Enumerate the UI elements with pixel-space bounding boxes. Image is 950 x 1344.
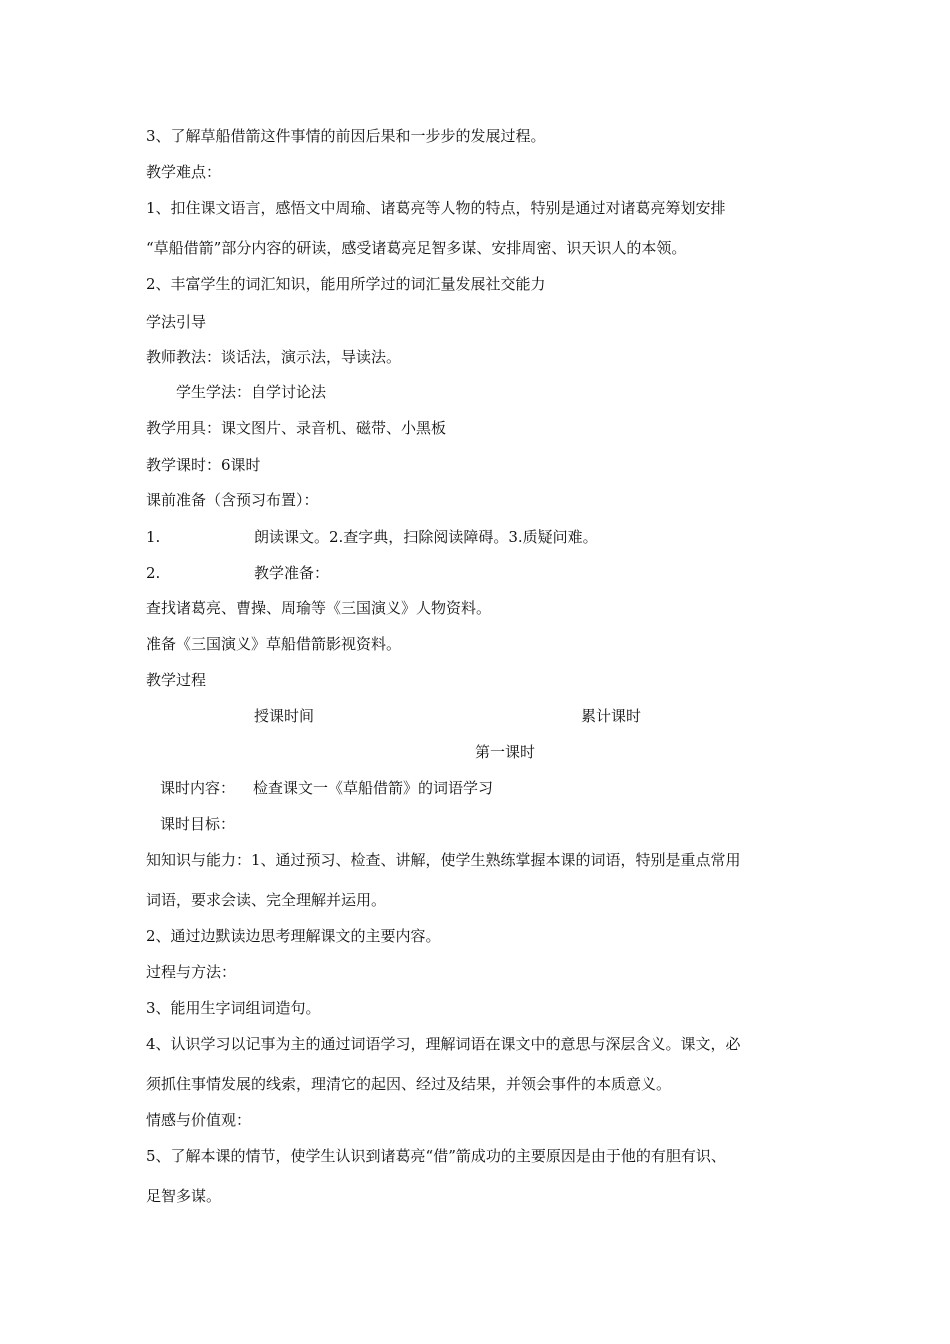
prep-item-1	[146, 527, 598, 547]
method-heading: 学法引导	[146, 313, 207, 331]
prep-item-1-number: 1.	[146, 528, 161, 546]
goal-4: 4、认识学习以记事为主的通过词语学习，理解词语在课文中的意思与深层含义。课文，必	[146, 1035, 741, 1053]
teaching-tools: 教学用具：课文图片、录音机、磁带、小黑板	[146, 419, 447, 437]
lesson-time-label: 授课时间	[254, 707, 315, 725]
prep-item-2	[146, 563, 329, 583]
goal-4-cont: 须抓住事情发展的线索，理清它的起因、经过及结果，并领会事件的本质意义。	[146, 1075, 672, 1093]
lesson-title	[0, 742, 950, 762]
difficulty-2: 2、丰富学生的词汇知识，能用所学过的词汇量发展社交能力	[146, 275, 546, 293]
process-method-heading: 过程与方法：	[146, 963, 237, 981]
lesson-content-label: 课时内容：	[160, 779, 236, 797]
cumulative-hours-label: 累计课时	[581, 707, 642, 725]
difficulty-1-cont: “草船借箭”部分内容的研读，感受诸葛亮足智多谋、安排周密、识天识人的本领。	[146, 239, 687, 257]
student-method: 学生学法：自学讨论法	[176, 383, 327, 401]
knowledge-ability: 知知识与能力：1、通过预习、检查、讲解，使学生熟练掌握本课的词语，特别是重点常用	[146, 851, 741, 869]
emotion-values-heading: 情感与价值观：	[146, 1111, 252, 1129]
objective-3: 3、了解草船借箭这件事情的前因后果和一步步的发展过程。	[146, 127, 546, 145]
prep-item-2-number: 2.	[146, 564, 161, 582]
goal-2: 2、通过边默读边思考理解课文的主要内容。	[146, 927, 441, 945]
prep-resources-2: 准备《三国演义》草船借箭影视资料。	[146, 635, 402, 653]
prep-resources-1: 查找诸葛亮、曹操、周瑜等《三国演义》人物资料。	[146, 599, 492, 617]
lesson-content	[160, 778, 493, 798]
difficulty-heading: 教学难点：	[146, 163, 222, 181]
knowledge-ability-cont: 词语，要求会读、完全理解并运用。	[146, 891, 387, 909]
prep-item-1-text: 朗读课文。2.查字典，扫除阅读障碍。3.质疑问难。	[254, 528, 598, 546]
goal-3: 3、能用生字词组词造句。	[146, 999, 321, 1017]
teacher-method: 教师教法：谈话法，演示法，导读法。	[146, 348, 402, 366]
lesson-content-text: 检查课文一《草船借箭》的词语学习	[253, 779, 494, 797]
preparation-heading: 课前准备（含预习布置）：	[146, 491, 319, 509]
prep-item-2-text: 教学准备：	[254, 564, 330, 582]
goal-5-cont: 足智多谋。	[146, 1187, 222, 1205]
goal-5: 5、了解本课的情节，使学生认识到诸葛亮“借”箭成功的主要原因是由于他的有胆有识、	[146, 1147, 726, 1165]
difficulty-1: 1、扣住课文语言，感悟文中周瑜、诸葛亮等人物的特点，特别是通过对诸葛亮筹划安排	[146, 199, 726, 217]
class-hours: 教学课时：6课时	[146, 456, 261, 474]
lesson-title-text: 第一课时	[474, 743, 535, 761]
lesson-goal-heading: 课时目标：	[160, 815, 236, 833]
process-heading: 教学过程	[146, 671, 207, 689]
